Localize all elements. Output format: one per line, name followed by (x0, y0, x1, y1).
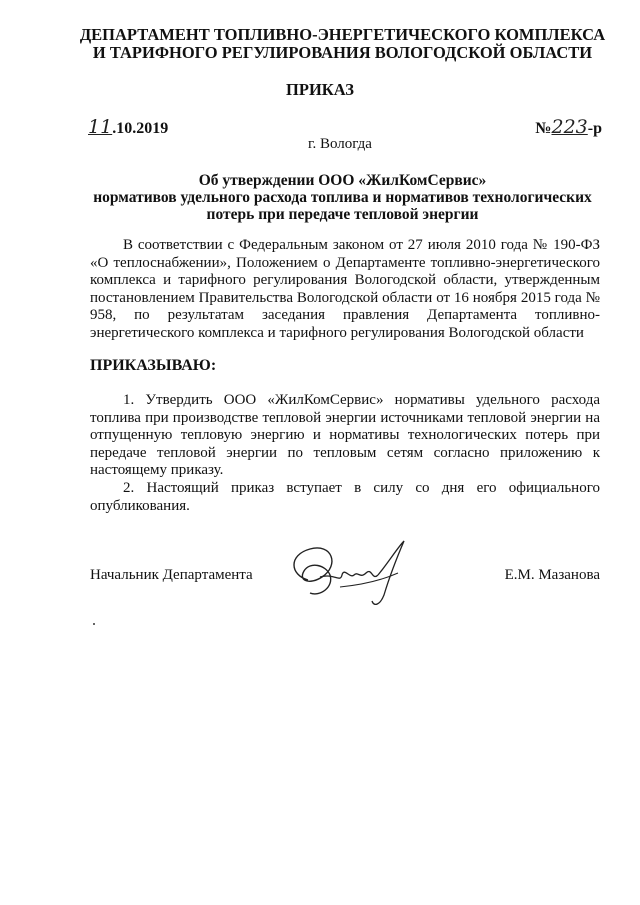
signatory-position: Начальник Департамента (90, 567, 253, 583)
signatory-name: Е.М. Мазанова (504, 567, 600, 583)
title-line-2: нормативов удельного расхода топлива и нормативов технологических (93, 189, 592, 206)
order-word: ПРИКАЗЫВАЮ: (90, 357, 217, 374)
clause-2: 2. Настоящий приказ вступает в силу со дня его официального опубликования. (90, 479, 600, 514)
document-type: ПРИКАЗ (286, 80, 354, 99)
city: г. Вологда (308, 136, 372, 152)
number-handwritten: 223 (551, 116, 588, 138)
title-line-3: потерь при передаче тепловой энергии (206, 206, 479, 223)
header-line-1: ДЕПАРТАМЕНТ ТОПЛИВНО-ЭНЕРГЕТИЧЕСКОГО КОМПЛЕКСА (79, 25, 606, 44)
number-prefix: № (535, 120, 552, 137)
date-rest: .10.2019 (112, 120, 169, 137)
order-number (535, 116, 602, 138)
scan-speck (93, 623, 95, 625)
date-day-handwritten: 11 (88, 116, 113, 138)
title-line-1: Об утверждении ООО «ЖилКомСервис» (198, 172, 487, 189)
number-suffix: -р (587, 120, 602, 137)
order-date (88, 116, 168, 138)
department-header (70, 26, 615, 62)
clauses-list (90, 392, 600, 515)
clause-1: 1. Утвердить ООО «ЖилКомСервис» нормативы удельного расхода топлива при производстве тепловой энергии источниками тепловой энергии на отпущенную тепловую энергию и нормативы технологических потерь при передаче тепловой энергии по тепловым сетям согласно приложению к настоящему приказу. (90, 392, 600, 479)
handwritten-signature (280, 535, 420, 610)
header-line-2: И ТАРИФНОГО РЕГУЛИРОВАНИЯ ВОЛОГОДСКОЙ ОБЛАСТИ (92, 43, 593, 62)
order-title (70, 172, 615, 223)
preamble-paragraph: В соответствии с Федеральным законом от 27 июля 2010 года № 190-ФЗ «О теплоснабжении», Положением о Департаменте топливно-энергетического комплекса и тарифного регулирования Вологодской области, утвержденным постановлением Правительства Вологодской области от 16 ноября 2015 года № 958, по результатам заседания правления Департамента топливно-энергетического комплекса и тарифного регулирования Вологодской области (90, 237, 600, 341)
